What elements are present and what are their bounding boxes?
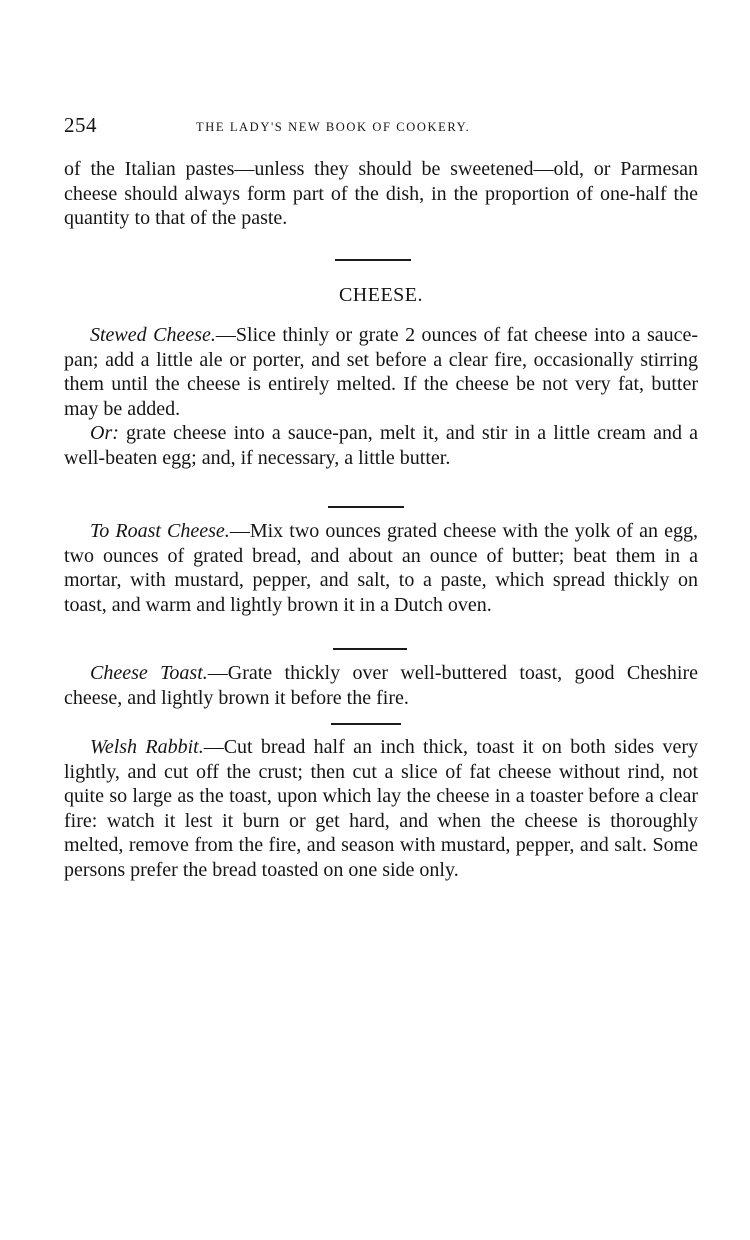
recipe-variant-body: grate cheese into a sauce-pan, melt it, and stir in a little cream and a well-beaten egg; and, if necessary, a little butter.: [64, 422, 698, 469]
recipe-variant-title: Or:: [90, 422, 119, 444]
recipe-paragraph: [64, 519, 698, 617]
section-title: CHEESE.: [338, 284, 424, 306]
recipe-stewed-cheese: [64, 323, 698, 470]
recipe-paragraph: [64, 323, 698, 421]
recipe-title: To Roast Cheese.: [90, 520, 230, 542]
section-divider: [335, 259, 411, 261]
recipe-title: Welsh Rabbit.: [90, 736, 204, 758]
recipe-variant-paragraph: [64, 421, 698, 470]
recipe-body: —Slice thinly or grate 2 ounces of fat cheese into a sauce-pan; add a little ale or porter, and set before a clear fire, occasionally stirring them until the cheese is entirely melted. If the cheese be not very fat, butter may be added.: [64, 324, 699, 420]
recipe-body: —Cut bread half an inch thick, toast it on both sides very lightly, and cut off the crust; then cut a slice of fat cheese without rind, not quite so large as the toast, upon which lay the cheese in a toaster before a clear fire: watch it lest it burn or get hard, and when the cheese is thoroughly melted, remove from the fire, and season with mustard, pepper, and salt. Some persons prefer the bread toasted on one side only.: [64, 736, 698, 881]
recipe-welsh-rabbit: [64, 735, 698, 882]
recipe-title: Stewed Cheese.: [90, 324, 216, 346]
recipe-roast-cheese: [64, 519, 698, 617]
page-header: [64, 113, 698, 143]
recipe-body: —Grate thickly over well-buttered toast, good Cheshire cheese, and lightly brown it before the fire.: [64, 662, 698, 709]
recipe-paragraph: [64, 735, 698, 882]
recipe-cheese-toast: [64, 661, 698, 710]
recipe-title: Cheese Toast.: [90, 662, 208, 684]
intro-paragraph-block: [64, 157, 698, 231]
recipe-paragraph: [64, 661, 698, 710]
recipe-divider: [328, 506, 404, 508]
recipe-divider: [331, 723, 401, 725]
running-head: THE LADY'S NEW BOOK OF COOKERY.: [196, 120, 471, 134]
intro-paragraph: of the Italian pastes—unless they should be sweetened—old, or Parmesan cheese should always form part of the dish, in the proportion of one-half the quantity to that of the paste.: [64, 158, 698, 229]
recipe-body: —Mix two ounces grated cheese with the yolk of an egg, two ounces of grated bread, and about an ounce of butter; beat them in a mortar, with mustard, pepper, and salt, to a paste, which spread thickly on toast, and warm and lightly brown it in a Dutch oven.: [64, 520, 698, 616]
recipe-divider: [333, 648, 407, 650]
page-number: 254: [64, 113, 97, 137]
